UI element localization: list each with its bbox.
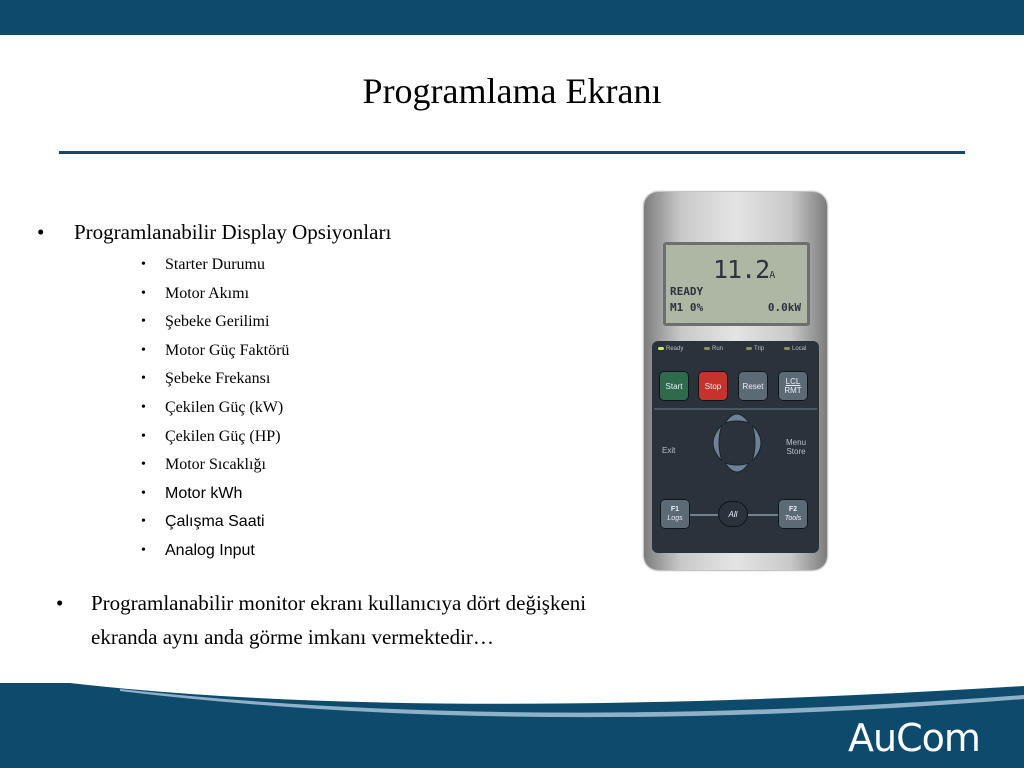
all-key: All bbox=[718, 501, 748, 527]
sub-bullet-glyph: • bbox=[141, 342, 146, 358]
arrow-pad bbox=[702, 405, 772, 481]
f1-label: F1 bbox=[670, 506, 680, 513]
sub-bullet-glyph: • bbox=[141, 371, 146, 387]
lcd-status: READY bbox=[670, 285, 704, 298]
bullet-display-options-text: Programlanabilir Display Opsiyonları bbox=[74, 220, 392, 244]
f2-label: F2 bbox=[788, 506, 798, 513]
list-item-label: Motor Güç Faktörü bbox=[165, 341, 290, 359]
store-label: Store bbox=[786, 447, 806, 456]
list-item-label: Motor Sıcaklığı bbox=[165, 456, 266, 474]
led-label: Run bbox=[712, 346, 724, 352]
led-row bbox=[658, 346, 818, 356]
display-options-list bbox=[141, 253, 289, 568]
list-item bbox=[141, 425, 289, 454]
led-label: Ready bbox=[666, 346, 684, 352]
list-item bbox=[141, 396, 289, 425]
aucom-logo: AuCom bbox=[848, 716, 980, 760]
rmt-label: RMT bbox=[784, 386, 802, 395]
list-item-label: Motor Akımı bbox=[165, 284, 250, 302]
stop-key: Stop bbox=[698, 371, 728, 401]
sub-bullet-glyph: • bbox=[141, 542, 146, 558]
lcd-unit: A bbox=[769, 270, 775, 281]
f2-tools-key bbox=[778, 499, 808, 529]
list-item bbox=[141, 510, 289, 539]
list-item bbox=[141, 339, 289, 368]
list-item bbox=[141, 367, 289, 396]
lcd-line3-right: 0.0kW bbox=[767, 301, 801, 314]
list-item bbox=[141, 482, 289, 511]
title-divider bbox=[59, 151, 965, 154]
arrow-right-icon bbox=[752, 425, 761, 461]
bullet-glyph: • bbox=[56, 591, 64, 615]
sub-bullet-glyph: • bbox=[141, 514, 146, 530]
slide-title: Programlama Ekranı bbox=[362, 71, 662, 111]
list-item bbox=[141, 453, 289, 482]
led-run bbox=[704, 346, 723, 352]
lcd-frame bbox=[663, 242, 810, 326]
arrow-down-icon bbox=[725, 463, 749, 472]
exit-label: Exit bbox=[662, 446, 676, 455]
sub-bullet-glyph: • bbox=[141, 285, 146, 301]
sub-bullet-glyph: • bbox=[141, 399, 146, 415]
keypad-panel bbox=[652, 341, 819, 553]
bullet-monitor-line-1: Programlanabilir monitor ekranı kullanıcıya dört değişkeni bbox=[91, 591, 587, 615]
menu-store-label bbox=[786, 438, 806, 456]
sub-bullet-glyph: • bbox=[141, 314, 146, 330]
f1-logs-key bbox=[660, 499, 690, 529]
list-item-label: Motor kWh bbox=[165, 484, 243, 502]
sub-bullet-glyph: • bbox=[141, 457, 146, 473]
lcd-line3-left: M1 0% bbox=[670, 301, 704, 314]
lcd-value: 11.2 bbox=[713, 255, 770, 284]
lcl-label: LCL bbox=[785, 377, 801, 386]
start-key: Start bbox=[659, 371, 689, 401]
list-item-label: Çekilen Güç (HP) bbox=[165, 427, 281, 445]
tools-label: Tools bbox=[784, 515, 802, 522]
led-label: Local bbox=[792, 346, 807, 352]
led-label: Trip bbox=[754, 346, 765, 352]
list-item-label: Analog Input bbox=[165, 541, 255, 559]
reset-key: Reset bbox=[738, 371, 768, 401]
sub-bullet-glyph: • bbox=[141, 485, 146, 501]
bullet-monitor-text bbox=[91, 586, 731, 654]
led-local bbox=[784, 346, 806, 352]
list-item bbox=[141, 253, 289, 282]
sub-bullet-glyph: • bbox=[141, 428, 146, 444]
arrow-up-icon bbox=[725, 414, 749, 423]
list-item bbox=[141, 539, 289, 568]
bullet-monitor-line-2: ekranda aynı anda görme imkanı vermektedir… bbox=[91, 625, 494, 649]
lcl-rmt-key bbox=[778, 371, 808, 401]
list-item-label: Starter Durumu bbox=[165, 256, 265, 273]
keypad-device-image bbox=[644, 192, 827, 570]
sub-bullet-glyph: • bbox=[141, 257, 146, 272]
led-ready bbox=[658, 346, 683, 352]
lcd-display bbox=[666, 245, 807, 323]
list-item bbox=[141, 310, 289, 339]
list-item-label: Çekilen Güç (kW) bbox=[165, 398, 284, 416]
arrow-left-icon bbox=[713, 425, 722, 461]
list-item-label: Şebeke Frekansı bbox=[165, 370, 271, 388]
list-item-label: Şebeke Gerilimi bbox=[165, 313, 270, 331]
bullet-glyph: • bbox=[37, 220, 45, 244]
list-item bbox=[141, 282, 289, 311]
list-item-label: Çalışma Saati bbox=[165, 513, 265, 531]
top-banner bbox=[0, 0, 1024, 35]
menu-label: Menu bbox=[786, 438, 807, 447]
logs-label: Logs bbox=[667, 515, 683, 522]
led-trip bbox=[746, 346, 764, 352]
lcd-main-value bbox=[713, 255, 774, 284]
